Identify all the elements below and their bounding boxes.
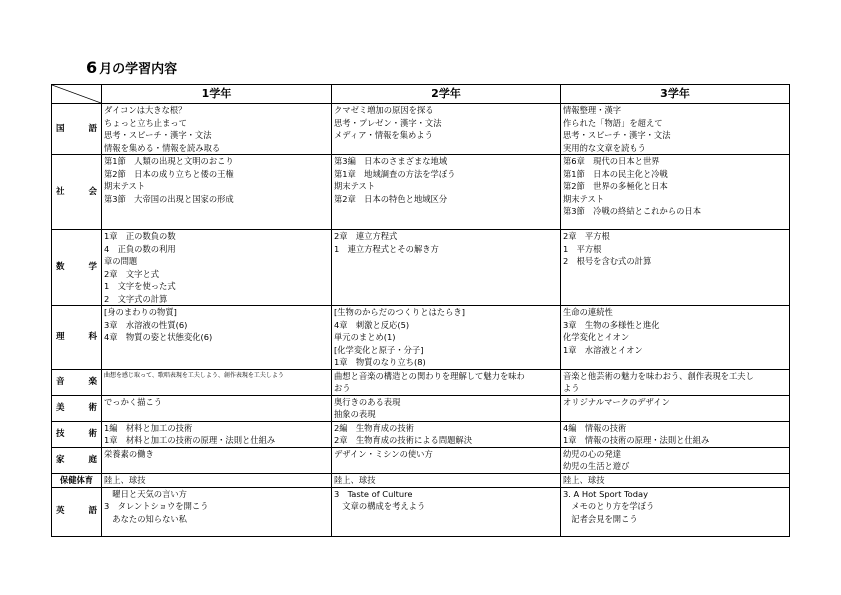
header-grade-3: 3学年 [561,85,790,104]
grade-3-cell [561,230,790,306]
content-line: 抽象の表現 [334,409,376,419]
content-line: ダイコンは大きな根？ [104,105,187,115]
content-line: 第3節 大帝国の出現と国家の形成 [104,193,234,204]
content-line: 思考・スピーチ・漢字・文法 [563,130,671,140]
grade-2-cell [332,447,561,473]
content-line: ちょっと立ち止まって [104,117,187,128]
row-sugaku [52,230,790,306]
subject-label: 国 [56,123,65,134]
subject-label: 学 [88,262,97,273]
grade-2-cell [332,473,561,487]
row-kokugo [52,104,790,155]
grade-1-cell [102,395,332,421]
content-line: [化学変化と原子・分子] [334,344,424,355]
content-line: 曜日と天気の言い方 [104,488,187,499]
content-line: 文章の構成を考えよう [334,501,426,511]
grade-2-cell [332,306,561,370]
grade-2-cell [332,230,561,306]
content-line: 第2節 世界の多極化と日本 [563,181,668,191]
subject-cell [52,473,102,487]
content-line: 第2節 日本の成り立ちと倭の王権 [104,168,234,179]
content-line: 4章 刺激と反応(5) [334,319,410,330]
grade-3-cell [561,487,790,536]
content-line: 作られた「物語」を超えて [563,117,663,128]
content-line: 3章 生物の多様性と進化 [563,319,660,330]
content-line: 1章 水溶液とイオン [563,344,643,355]
content-line: 2編 生物育成の技術 [334,422,414,433]
content-line: 2章 生物育成の技術による問題解決 [334,435,473,445]
corner-cell [52,85,102,104]
subject-label: 術 [88,402,97,413]
grade-2-cell [332,369,561,395]
content-line: でっかく描こう [104,396,163,407]
content-line: 4編 情報の技術 [563,422,627,433]
content-line: 1章 正の数負の数 [104,231,176,241]
subject-label: 語 [88,123,97,134]
subject-cell [52,447,102,473]
row-katei [52,447,790,473]
row-ongaku [52,369,790,395]
grade-3-cell [561,447,790,473]
subject-cell [52,104,102,155]
content-line: 単元のまとめ(1) [334,332,396,342]
curriculum-table [51,84,790,537]
grade-3-cell [561,104,790,155]
grade-3-cell [561,395,790,421]
content-line: 化学変化とイオン [563,332,630,342]
header-grade-2: 2学年 [332,85,561,104]
content-line: 曲想と音楽の構造との関わりを理解して魅力を味わ [334,370,525,381]
content-line: 1章 情報の技術の原理・法則と仕組み [563,435,710,445]
content-line: 陸上、球技 [104,474,146,485]
grade-1-cell [102,487,332,536]
grade-1-cell [102,421,332,447]
page-title [86,58,177,77]
subject-label: 音 [56,376,65,387]
subject-label: 社 [56,186,65,197]
content-line: メモのとり方を学ぼう [563,501,655,511]
content-line: 幼児の心の発達 [563,448,622,459]
row-gijutsu [52,421,790,447]
content-line: 3章 水溶液の性質(6) [104,319,188,330]
subject-label: 楽 [88,376,97,387]
grade-3-cell [561,473,790,487]
content-line: 2 根号を含む式の計算 [563,256,652,266]
content-line: 1 文字を使った式 [104,281,176,291]
content-line: 4章 物質の姿と状態変化(6) [104,332,213,342]
grade-1-cell [102,447,332,473]
content-line: 情報を集める・情報を読み取る [104,142,221,153]
header-grade-1: 1学年 [102,85,332,104]
content-line: 2章 文字と式 [104,268,160,279]
grade-2-cell [332,104,561,155]
content-line: 2章 平方根 [563,231,610,241]
subject-cell [52,155,102,230]
grade-1-cell [102,473,332,487]
content-line: 情報整理・漢字 [563,105,622,115]
grade-2-cell [332,421,561,447]
content-line: あなたの知らない私 [104,513,187,524]
subject-cell [52,421,102,447]
content-line: 2章 連立方程式 [334,231,398,241]
content-line: 栄養素の働き [104,448,154,459]
row-bijutsu [52,395,790,421]
subject-label: 英 [56,506,65,517]
content-line: クマゼミ増加の原因を探る [334,105,434,115]
grade-3-cell [561,155,790,230]
content-line: 第1節 日本の民主化と冷戦 [563,168,668,179]
content-line: 陸上、球技 [563,474,605,485]
subject-label: 庭 [88,454,97,465]
subject-cell [52,369,102,395]
subject-label: 理 [56,332,65,342]
grade-3-cell [561,421,790,447]
grade-2-cell [332,155,561,230]
content-line: 1 平方根 [563,243,602,254]
row-hoken [52,473,790,487]
row-eigo [52,487,790,536]
subject-label: 家 [56,454,65,465]
content-line: 3 タレントショウを開こう [104,501,209,511]
content-line: 第3節 冷戦の終結とこれからの日本 [563,206,702,216]
subject-cell [52,306,102,370]
grade-2-cell [332,395,561,421]
grade-1-cell [102,230,332,306]
content-line: 2 文字式の計算 [104,293,168,304]
content-line: メディア・情報を集めよう [334,130,433,140]
header-row [52,85,790,104]
content-line: 1章 材料と加工の技術の原理・法則と仕組み [104,435,276,445]
row-shakai [52,155,790,230]
subject-label: 技 [56,428,65,439]
content-line: 1編 材料と加工の技術 [104,422,193,433]
content-line: 期末テスト [563,193,605,204]
content-line: よう [563,383,580,393]
content-line: 思考・プレゼン・漢字・文法 [334,117,442,128]
content-line: [身のまわりの物質] [104,307,177,317]
content-line: 章の問題 [104,256,138,266]
subject-cell [52,395,102,421]
content-line: 音楽と他芸術の魅力を味わおう、創作表現を工夫し [563,370,754,381]
content-line: デザイン・ミシンの使い方 [334,448,433,459]
content-line: 1 連立方程式とその解き方 [334,243,439,254]
content-line: 第1節 人類の出現と文明のおこり [104,156,234,166]
content-line: 幼児の生活と遊び [563,461,630,471]
content-line: 陸上、球技 [334,474,376,485]
grade-2-cell [332,487,561,536]
content-line: 4 正負の数の利用 [104,243,176,254]
content-line: 3 Taste of Culture [334,488,413,499]
grade-1-cell [102,104,332,155]
content-line: [生物のからだのつくりとはたらき] [334,307,465,317]
content-line: オリジナルマークのデザイン [563,396,670,407]
subject-label: 語 [88,506,97,517]
subject-label: 会 [88,186,97,197]
subject-label: 美 [56,402,65,413]
grade-1-cell [102,369,332,395]
grade-3-cell [561,369,790,395]
content-line: 3. A Hot Sport Today [563,488,648,499]
content-line: 生命の連続性 [563,307,613,317]
grade-3-cell [561,306,790,370]
month-number: 6 [86,58,98,77]
content-line: 記者会見を開こう [563,513,638,524]
content-line: 第2章 日本の特色と地域区分 [334,193,448,204]
content-line: 1章 物質のなり立ち(8) [334,357,426,367]
subject-label: 科 [88,332,97,342]
subject-label: 術 [88,428,97,439]
content-line: 第1章 地域調査の方法を学ぼう [334,168,456,179]
row-rika [52,306,790,370]
content-line: 思考・スピーチ・漢字・文法 [104,130,212,140]
grade-1-cell [102,155,332,230]
content-line: 奥行きのある表現 [334,396,401,407]
title-text: 月の学習内容 [99,62,178,77]
content-line: 曲想を感じ取って、歌唱表現を工夫しよう、創作表現を工夫しよう [104,371,284,379]
content-line: 第6章 現代の日本と世界 [563,156,660,166]
content-line: 期末テスト [104,181,146,191]
content-line: 期末テスト [334,181,376,191]
diagonal-line [52,85,101,103]
grade-1-cell [102,306,332,370]
content-line: おう [334,383,351,393]
subject-cell [52,230,102,306]
subject-label: 数 [56,262,65,273]
content-line: 第3編 日本のさまざまな地域 [334,156,448,166]
subject-cell [52,487,102,536]
subject-label: 保健体育 [59,474,94,485]
content-line: 実用的な文章を読もう [563,142,646,153]
